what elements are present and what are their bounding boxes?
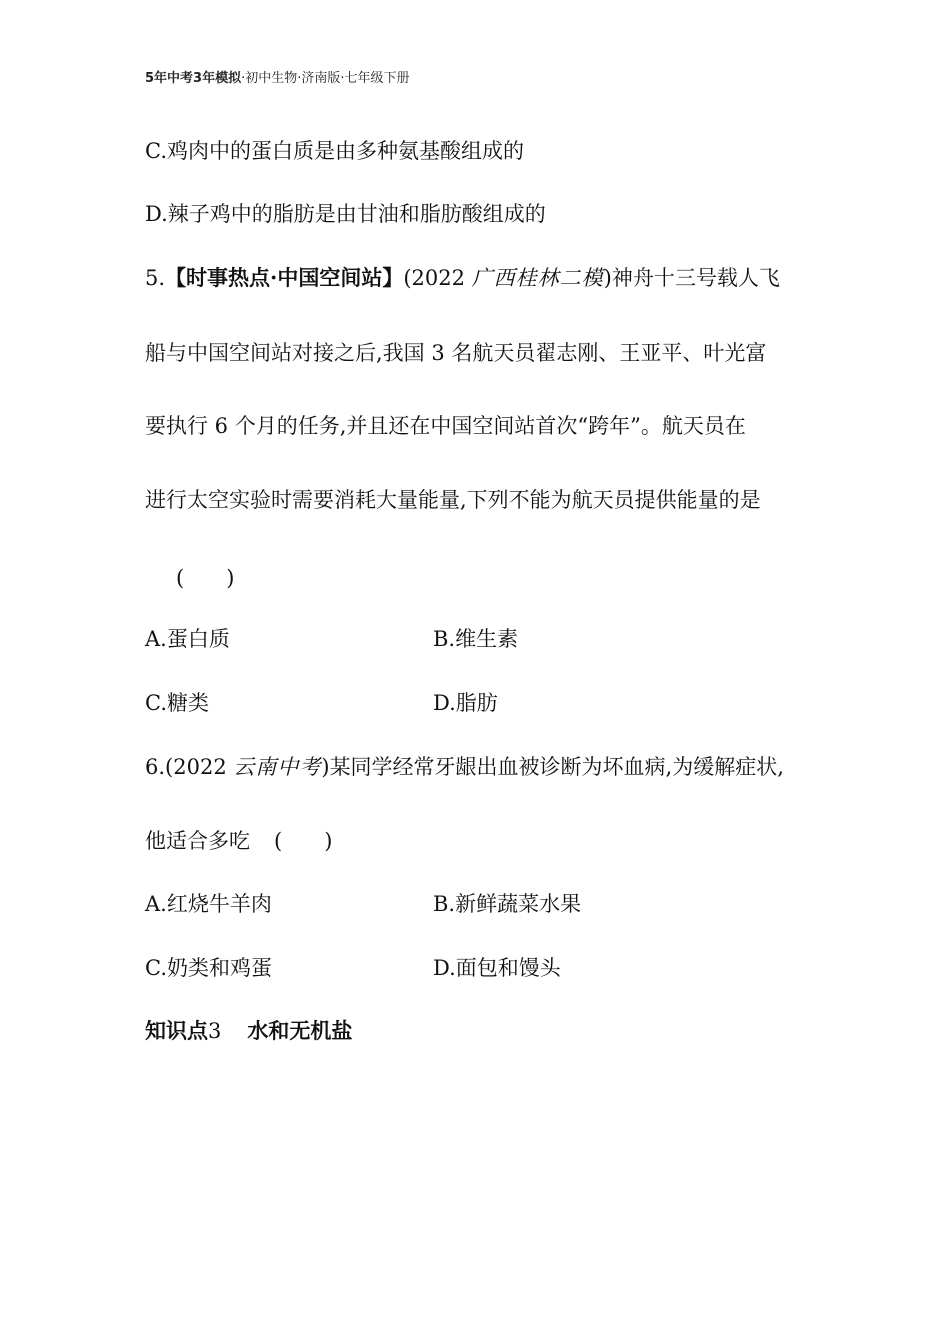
q6-source-open: (2022: [165, 755, 234, 779]
q5-stem-line4: 进行太空实验时需要消耗大量能量,下列不能为航天员提供能量的是: [145, 488, 761, 512]
q5-option-a: A.蛋白质: [145, 627, 230, 651]
page-header: [145, 67, 410, 86]
q6-number: 6.: [145, 755, 166, 779]
q5-stem-line1: [145, 264, 780, 292]
q6-source: 云南中考: [233, 755, 322, 779]
q5-source: 广西桂林二模: [471, 266, 604, 290]
q5-stem-line3: 要执行 6 个月的任务,并且还在中国空间站首次“跨年”。航天员在: [145, 414, 746, 438]
q5-option-d: D.脂肪: [433, 691, 498, 715]
q5-stem-text: 神舟十三号载人飞: [611, 266, 780, 290]
q6-answer-blank: ( ): [274, 829, 333, 853]
q6-option-c: C.奶类和鸡蛋: [145, 956, 272, 980]
q4-option-d: D.辣子鸡中的脂肪是由甘油和脂肪酸组成的: [145, 202, 546, 226]
q5-topic-tag: 【时事热点·中国空间站】: [165, 265, 404, 290]
q5-answer-blank: ( ): [176, 566, 235, 590]
q5-option-c: C.糖类: [145, 691, 209, 715]
book-series: 5年中考3年模拟: [145, 71, 242, 86]
q4-option-c: C.鸡肉中的蛋白质是由多种氨基酸组成的: [145, 139, 524, 163]
q5-number: 5.: [145, 266, 166, 290]
q6-stem-text2: 他适合多吃: [145, 829, 250, 853]
q6-stem-line1: [145, 753, 784, 781]
q6-source-close: ): [321, 755, 330, 779]
book-subject: ·初中生物·济南版·七年级下册: [241, 71, 410, 86]
q5-option-b: B.维生素: [433, 627, 519, 651]
q5-source-open: (2022: [403, 266, 472, 290]
q6-stem-text: 某同学经常牙龈出血被诊断为坏血病,为缓解症状,: [329, 755, 784, 779]
q6-option-a: A.红烧牛羊肉: [145, 892, 272, 916]
section-title: 水和无机盐: [247, 1018, 353, 1043]
q6-stem-line2: [145, 827, 332, 855]
q6-option-d: D.面包和馒头: [433, 956, 561, 980]
q5-source-close: ): [603, 266, 612, 290]
q5-stem-line2: 船与中国空间站对接之后,我国 3 名航天员翟志刚、王亚平、叶光富: [145, 341, 767, 365]
section-prefix: 知识点: [145, 1018, 208, 1043]
section-heading: [145, 1017, 352, 1045]
section-number: 3: [208, 1019, 222, 1043]
q6-option-b: B.新鲜蔬菜水果: [433, 892, 582, 916]
